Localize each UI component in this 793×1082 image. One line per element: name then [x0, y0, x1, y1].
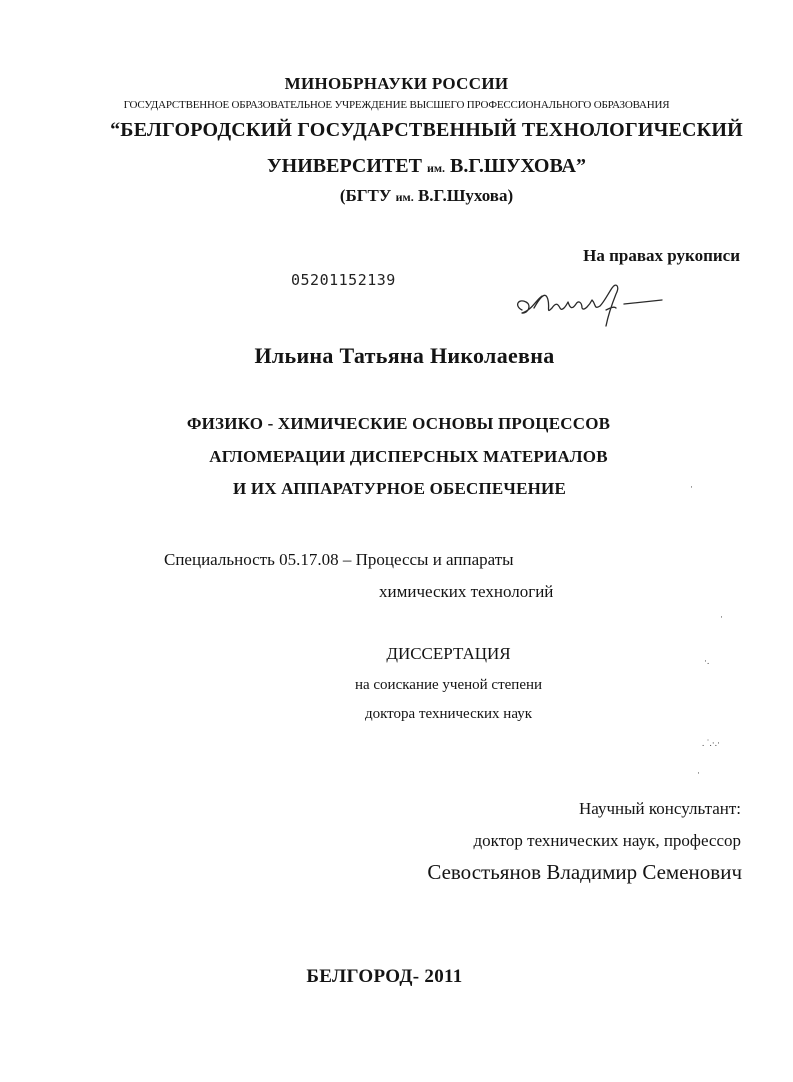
author-signature	[512, 280, 672, 330]
scan-speck: ·.	[704, 656, 710, 666]
scan-speck: ·	[697, 768, 700, 778]
consultant-name: Севостьянов Владимир Семенович	[427, 860, 742, 884]
degree-line1: на соискание ученой степени	[354, 677, 543, 693]
degree-line2: доктора технических наук	[364, 706, 533, 722]
registration-code: 05201152139	[291, 271, 396, 289]
dissertation-title-line2: АГЛОМЕРАЦИИ ДИСПЕРСНЫХ МАТЕРИАЛОВ	[209, 447, 608, 466]
university-word: УНИВЕРСИТЕТ	[266, 155, 427, 177]
abbr-im: им.	[395, 190, 414, 204]
author-name: Ильина Татьяна Николаевна	[254, 343, 555, 368]
consultant-label: Научный консультант:	[579, 799, 741, 818]
abbr-namesake: В.Г.Шухова)	[413, 186, 514, 205]
dissertation-title-line3: И ИХ АППАРАТУРНОЕ ОБЕСПЕЧЕНИЕ	[232, 479, 567, 498]
university-abbreviation	[30, 186, 793, 206]
specialty-line2: химических технологий	[379, 582, 554, 601]
scan-speck: . ˙.·.·	[702, 738, 720, 748]
university-name-line1: “БЕЛГОРОДСКИЙ ГОСУДАРСТВЕННЫЙ ТЕХНОЛОГИЧЕСКИЙ	[110, 119, 743, 141]
university-namesake: В.Г.ШУХОВА”	[445, 155, 586, 177]
city-year: БЕЛГОРОД- 2011	[306, 966, 463, 987]
consultant-rank: доктор технических наук, профессор	[473, 831, 741, 850]
scan-speck: ·	[690, 482, 693, 492]
university-im-abbr: им.	[426, 161, 446, 175]
dissertation-title-line1: ФИЗИКО - ХИМИЧЕСКИЕ ОСНОВЫ ПРОЦЕССОВ	[186, 414, 611, 433]
ministry-name: МИНОБРНАУКИ РОССИИ	[284, 74, 509, 93]
institution-type: ГОСУДАРСТВЕННОЕ ОБРАЗОВАТЕЛЬНОЕ УЧРЕЖДЕНИЕ ВЫСШЕГО ПРОФЕССИОНАЛЬНОГО ОБРАЗОВАНИЯ	[123, 99, 670, 111]
university-name-line2	[30, 155, 793, 178]
specialty-line1: Специальность 05.17.08 – Процессы и аппараты	[164, 550, 514, 569]
scan-speck: ·	[720, 612, 723, 622]
document-type: ДИССЕРТАЦИЯ	[386, 644, 511, 663]
abbr-prefix: (БГТУ	[339, 186, 396, 205]
manuscript-rights-note: На правах рукописи	[583, 246, 740, 265]
